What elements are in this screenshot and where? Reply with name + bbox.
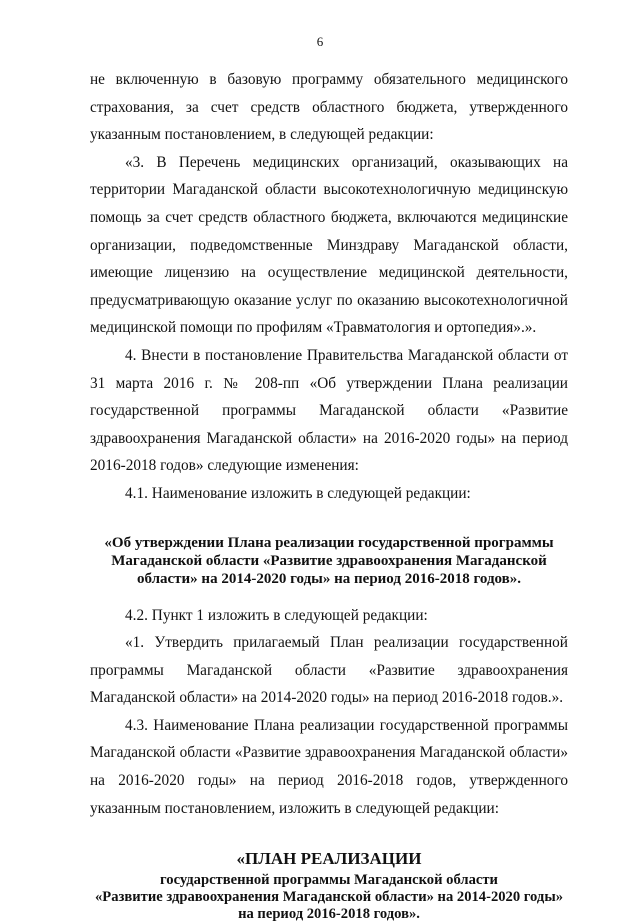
paragraph-clause-3: «3. В Перечень медицинских организаций, оказывающих на территории Магаданской области высокотехнологичную медицинскую помощь за счет средств областного бюджета, включаются медицинские организации, подведомственные Минздраву Магаданской области, имеющие лицензию на осуществление медицинской деятельности, предусматривающую оказание услуг по оказанию высокотехнологичной медицинской помощи по профилям «Травматология и ортопедия».». xyxy=(90,153,568,337)
resolution-title-block xyxy=(90,534,568,588)
paragraph-item-4-2: 4.2. Пункт 1 изложить в следующей редакции: xyxy=(125,606,428,624)
paragraph-continuation: не включенную в базовую программу обязательного медицинского страхования, за счет средств областного бюджета, утвержденного указанным постановлением, в следующей редакции: xyxy=(90,71,568,144)
paragraph-clause-1: «1. Утвердить прилагаемый План реализации государственной программы Магаданской области «Развитие здравоохранения Магаданской области» на 2014-2020 годы» на период 2016-2018 годов.». xyxy=(90,634,568,707)
resolution-title-line: «Об утверждении Плана реализации государственной программы xyxy=(104,534,554,551)
plan-subheading-line: государственной программы Магаданской области xyxy=(160,872,498,889)
paragraph-item-4-1: 4.1. Наименование изложить в следующей редакции: xyxy=(125,484,471,502)
plan-subheading-line: на период 2016-2018 годов». xyxy=(238,906,420,923)
resolution-title-line: Магаданской области «Развитие здравоохранения Магаданской xyxy=(111,552,547,569)
resolution-title-line: области» на 2014-2020 годы» на период 2016-2018 годов». xyxy=(136,570,522,587)
paragraph-item-4-3: 4.3. Наименование Плана реализации государственной программы Магаданской области «Развитие здравоохранения Магаданской области» на 2016-2020 годы» на период 2016-2018 годов, утвержденного указанным постановлением, изложить в следующей редакции: xyxy=(90,716,568,817)
plan-heading: «ПЛАН РЕАЛИЗАЦИИ xyxy=(236,849,422,869)
plan-subheading-line: «Развитие здравоохранения Магаданской области» на 2014-2020 годы» xyxy=(94,889,564,906)
page-number: 6 xyxy=(316,34,324,49)
plan-subheading-block xyxy=(90,872,568,923)
document-body xyxy=(90,66,568,923)
paragraph-item-4: 4. Внести в постановление Правительства Магаданской области от 31 марта 2016 г. № 208-пп «Об утверждении Плана реализации государственной программы Магаданской области «Развитие здравоохранения Магаданской области» на 2016-2020 годы» на период 2016-2018 годов» следующие изменения: xyxy=(90,346,568,475)
